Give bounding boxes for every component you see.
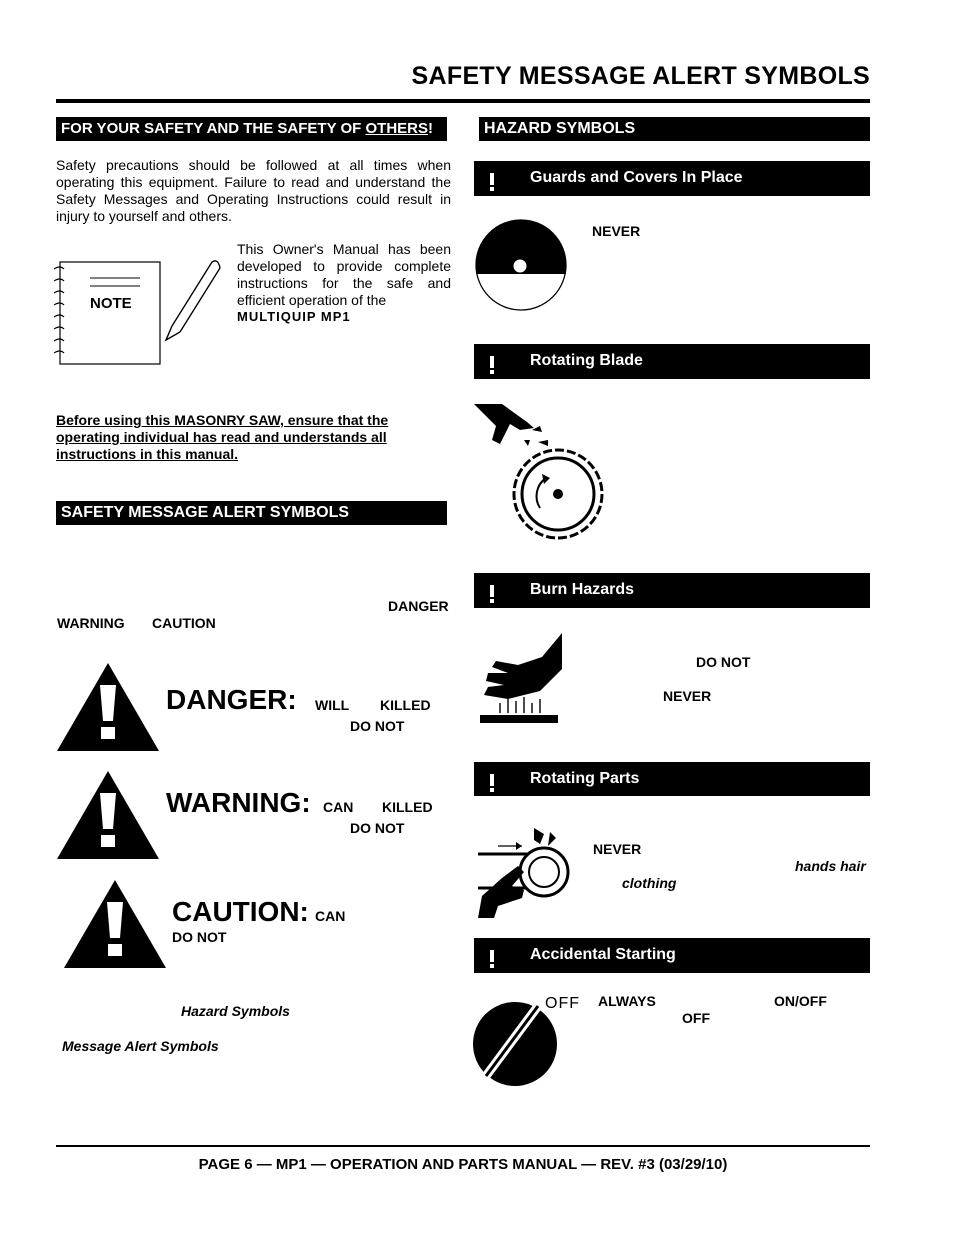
rotating-parts-never: NEVER (593, 841, 642, 857)
accidental-on-off: ON/OFF (774, 993, 827, 1009)
section-guards-covers (474, 161, 870, 196)
warning-killed: KILLED (382, 799, 433, 815)
message-alert-symbols-reference: Message Alert Symbols (62, 1038, 219, 1054)
safety-header-suffix: ! (428, 120, 433, 137)
keyword-caution: CAUTION (152, 615, 216, 631)
manual-text (237, 241, 451, 309)
hazard-symbols-header: HAZARD SYMBOLS (479, 117, 870, 141)
alert-triangle-icon (477, 165, 507, 193)
accidental-off: OFF (682, 1010, 710, 1026)
section-title: Rotating Blade (530, 352, 643, 369)
blade-guard-icon (472, 219, 570, 311)
danger-killed: KILLED (380, 697, 431, 713)
warning-do-not: DO NOT (350, 820, 405, 836)
section-accidental-starting (474, 938, 870, 973)
burn-do-not: DO NOT (696, 654, 751, 670)
section-title: Rotating Parts (530, 770, 640, 787)
keyword-danger: DANGER (388, 598, 449, 614)
danger-warning-triangle-icon (57, 663, 159, 751)
danger-do-not: DO NOT (350, 718, 405, 734)
rotating-parts-belt-icon (478, 826, 578, 920)
section-rotating-parts (474, 762, 870, 796)
top-rule (56, 99, 870, 103)
alert-triangle-icon (477, 942, 507, 970)
caution-do-not: DO NOT (172, 929, 227, 945)
section-rotating-blade (474, 344, 870, 379)
danger-will: WILL (315, 697, 350, 713)
section-burn-hazards (474, 573, 870, 608)
page-footer: PAGE 6 — MP1 — OPERATION AND PARTS MANUAL — REV. #3 (03/29/10) (198, 1156, 728, 1173)
safety-header-bar (56, 117, 447, 141)
before-using-notice: Before using this MASONRY SAW, ensure that the operating individual has read and understands all instructions in this manual. (56, 412, 389, 462)
warning-can: CAN (323, 799, 354, 815)
alert-triangle-icon (477, 766, 507, 794)
burn-hazard-hand-icon (478, 633, 566, 729)
guards-never: NEVER (592, 223, 641, 239)
warning-triangle-icon (57, 771, 159, 859)
manual-model: MULTIQUIP MP1 (237, 309, 351, 324)
burn-never: NEVER (663, 688, 712, 704)
safety-header-prefix: FOR YOUR SAFETY AND THE SAFETY OF (61, 120, 366, 137)
caution-triangle-icon (64, 880, 166, 968)
switch-off-label: OFF (545, 995, 580, 1012)
bottom-rule (56, 1145, 870, 1147)
section-title: Accidental Starting (530, 946, 676, 963)
intro-paragraph: Safety precautions should be followed at all times when operating this equipment. Failure to read and understand the Safety Messages and Operating Instructions could result in injury to yourself and others. (56, 157, 451, 224)
note-notebook-icon (52, 256, 232, 368)
warning-label: WARNING: (166, 787, 311, 818)
caution-can: CAN (315, 908, 346, 924)
danger-label: DANGER: (166, 684, 297, 715)
keyword-warning: WARNING (57, 615, 125, 631)
note-label: NOTE (90, 295, 132, 312)
caution-label: CAUTION: (172, 896, 309, 927)
alert-symbols-header: SAFETY MESSAGE ALERT SYMBOLS (56, 501, 447, 525)
on-off-switch-icon (472, 1000, 562, 1088)
rotating-parts-clothing: clothing (622, 875, 677, 891)
section-title: Guards and Covers In Place (530, 169, 743, 186)
accidental-always: ALWAYS (598, 993, 656, 1009)
manual-text-body: This Owner's Manual has been developed to provide complete instructions for the safe and efficient operation of the (237, 241, 451, 308)
rotating-parts-hands-hair: hands hair (795, 858, 866, 874)
page-title: SAFETY MESSAGE ALERT SYMBOLS (411, 62, 870, 90)
alert-triangle-icon (477, 577, 507, 605)
rotating-blade-hand-icon (472, 400, 607, 545)
alert-triangle-icon (477, 348, 507, 376)
hazard-symbols-reference: Hazard Symbols (181, 1003, 290, 1019)
safety-header-others: OTHERS (365, 120, 428, 137)
section-title: Burn Hazards (530, 581, 635, 598)
